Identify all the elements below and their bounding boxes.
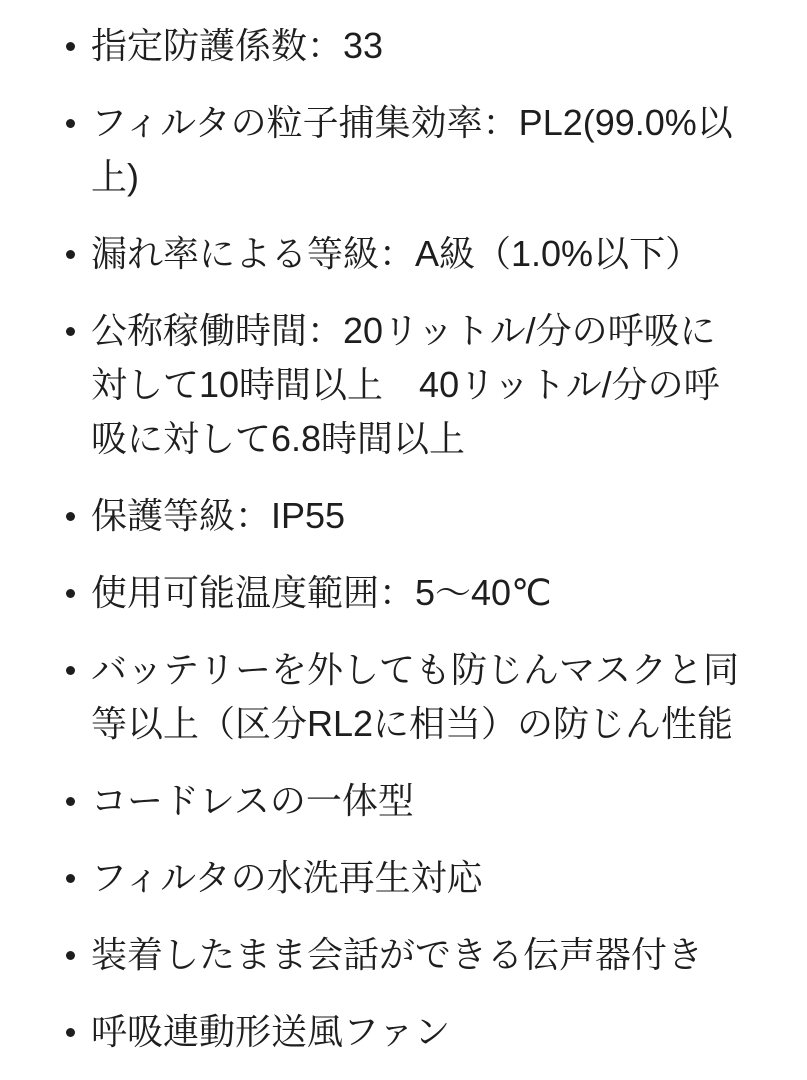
spec-item-text: 保護等級：IP55 xyxy=(91,495,346,536)
spec-item-text: 装着したまま会話ができる伝声器付き xyxy=(91,934,704,975)
bullet-icon xyxy=(55,643,91,697)
spec-item-text: バッテリーを外しても防じんマスクと同等以上（区分RL2に相当）の防じん性能 xyxy=(91,649,740,744)
spec-list-item xyxy=(55,1005,743,1059)
bullet-icon xyxy=(55,96,91,150)
spec-item-text: フィルタの水洗再生対応 xyxy=(91,857,483,898)
spec-list-item xyxy=(55,774,743,828)
bullet-icon xyxy=(55,227,91,281)
bullet-icon xyxy=(55,928,91,982)
spec-item-text: フィルタの粒子捕集効率：PL2(99.0%以上) xyxy=(91,102,733,197)
spec-list-item xyxy=(55,851,743,905)
bullet-icon xyxy=(55,851,91,905)
spec-list-item xyxy=(55,227,743,281)
bullet-icon xyxy=(55,1005,91,1059)
spec-item-text: 公称稼働時間：20リットル/分の呼吸に対して10時間以上 40リットル/分の呼吸に対して6.8時間以上 xyxy=(91,310,720,459)
spec-list-item xyxy=(55,304,743,466)
spec-item-text: コードレスの一体型 xyxy=(91,780,414,821)
spec-list-item xyxy=(55,928,743,982)
spec-list-item xyxy=(55,19,743,73)
bullet-icon xyxy=(55,774,91,828)
bullet-icon xyxy=(55,304,91,358)
spec-item-text: 指定防護係数：33 xyxy=(91,25,384,66)
spec-list-item xyxy=(55,566,743,620)
bullet-icon xyxy=(55,489,91,543)
spec-item-text: 漏れ率による等級：A級（1.0%以下） xyxy=(91,233,702,274)
bullet-icon xyxy=(55,566,91,620)
spec-list-item xyxy=(55,489,743,543)
spec-list-item xyxy=(55,643,743,751)
spec-item-text: 使用可能温度範囲：5～40℃ xyxy=(91,572,552,613)
spec-list-item xyxy=(55,96,743,204)
spec-item-text: 呼吸連動形送風ファン xyxy=(91,1011,451,1052)
bullet-icon xyxy=(55,19,91,73)
